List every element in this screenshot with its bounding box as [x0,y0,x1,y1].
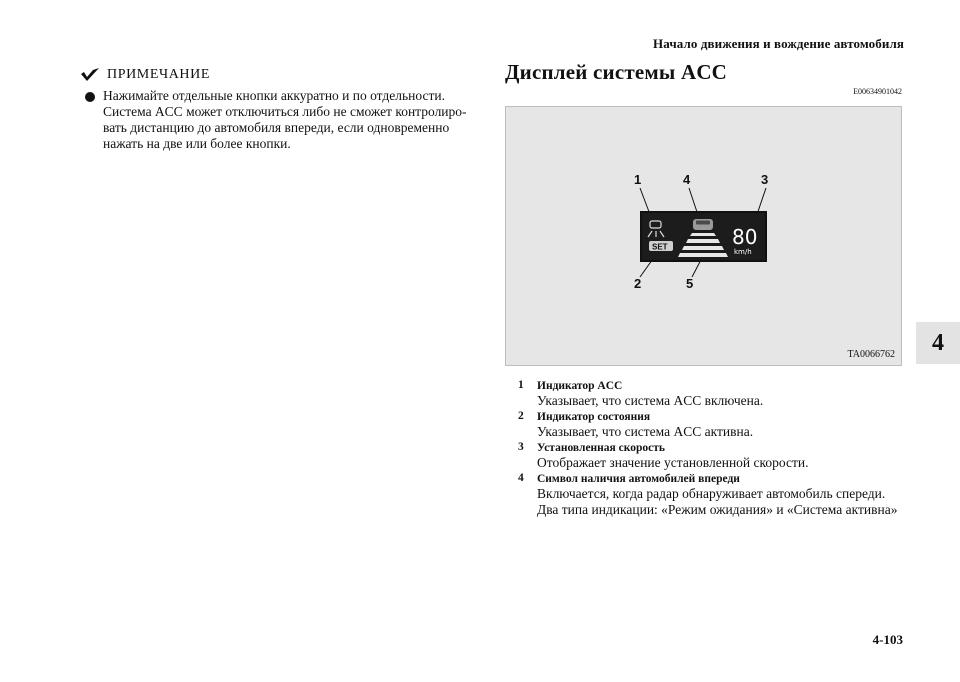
note-check-icon [80,66,100,84]
figure-code: TA0066762 [847,349,895,360]
legend-item [518,379,908,409]
legend-description: Указывает, что система ACC активна. [537,424,754,439]
running-header: Начало движения и вождение автомобиля [653,36,904,51]
callout-2: 2 [634,276,642,291]
legend-number: 4 [518,472,524,484]
section-code: E00634901042 [853,87,902,96]
legend-list [518,379,908,519]
legend-title: Символ наличия автомобилей впереди [537,473,740,485]
legend-number: 3 [518,441,524,453]
legend-number: 2 [518,410,524,422]
vehicle-ahead-icon [693,219,713,230]
bullet-dot-icon [85,92,95,102]
legend-title: Индикатор ACC [537,380,623,392]
acc-display-illustration [506,107,903,367]
page-number: 4-103 [872,632,903,647]
callout-3: 3 [761,172,769,187]
legend-item [518,410,908,440]
callout-5: 5 [686,276,694,291]
legend-description: Отображает значение установленной скорости. [537,455,809,470]
note-heading [80,66,210,84]
legend-title: Установленная скорость [537,442,665,454]
set-badge-label: SET [652,242,668,252]
callout-4: 4 [683,172,691,187]
legend-number: 1 [518,379,524,391]
legend-item [518,441,908,471]
set-speed-unit: km/h [734,248,752,256]
callout-1: 1 [634,172,642,187]
chapter-tab: 4 [916,322,960,364]
legend-title: Индикатор состояния [537,411,651,423]
note-heading-label: ПРИМЕЧАНИЕ [107,67,210,82]
set-speed-value: 80 [732,225,758,249]
section-title: Дисплей системы ACC [505,60,728,84]
note-bullet [85,88,480,152]
legend-description: Включается, когда радар обнаруживает автомобиль спереди. Два типа индикации: «Режим ожидания» и «Система активна» [537,486,898,517]
note-bullet-text: Нажимайте отдельные кнопки аккуратно и по отдельности. Система ACC может отключиться либо не сможет контролиро- вать дистанцию до автомобиля впереди, если одновременно нажать на две или более кнопки. [103,88,467,151]
acc-display-figure [505,106,902,366]
legend-description: Указывает, что система ACC включена. [537,393,764,408]
legend-item [518,472,908,518]
